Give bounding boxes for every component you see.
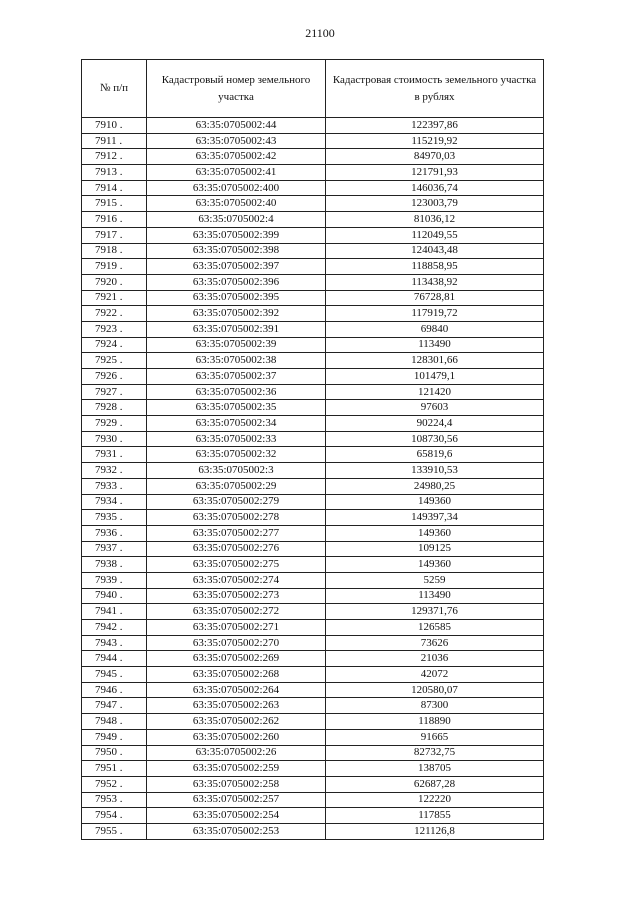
table-row [82,698,544,714]
cadastral-value-cell: 81036,12 [326,212,544,228]
table-row [82,745,544,761]
row-number-cell: 7929 . [82,416,147,432]
table-row [82,243,544,259]
row-number-cell: 7924 . [82,337,147,353]
cadastral-value-cell: 120580,07 [326,682,544,698]
header-cadastral-value: Кадастровая стоимость земельного участка в рублях [326,60,544,118]
cadastral-value-cell: 65819,6 [326,447,544,463]
cadastral-value-cell: 84970,03 [326,149,544,165]
cadastral-number-cell: 63:35:0705002:392 [147,306,326,322]
table-row [82,667,544,683]
cadastral-number-cell: 63:35:0705002:41 [147,165,326,181]
cadastral-value-cell: 82732,75 [326,745,544,761]
cadastral-number-cell: 63:35:0705002:34 [147,416,326,432]
cadastral-number-cell: 63:35:0705002:269 [147,651,326,667]
cadastral-value-cell: 118858,95 [326,259,544,275]
row-number-cell: 7945 . [82,667,147,683]
table-row [82,353,544,369]
cadastral-number-cell: 63:35:0705002:276 [147,541,326,557]
cadastral-number-cell: 63:35:0705002:37 [147,369,326,385]
cadastral-value-cell: 133910,53 [326,463,544,479]
row-number-cell: 7915 . [82,196,147,212]
cadastral-number-cell: 63:35:0705002:258 [147,776,326,792]
row-number-cell: 7954 . [82,808,147,824]
row-number-cell: 7955 . [82,823,147,839]
cadastral-value-cell: 149360 [326,494,544,510]
table-row [82,682,544,698]
cadastral-number-cell: 63:35:0705002:264 [147,682,326,698]
table-row [82,212,544,228]
row-number-cell: 7918 . [82,243,147,259]
table-row [82,776,544,792]
table-row [82,557,544,573]
row-number-cell: 7950 . [82,745,147,761]
table-row [82,588,544,604]
row-number-cell: 7914 . [82,180,147,196]
cadastral-value-cell: 117919,72 [326,306,544,322]
row-number-cell: 7921 . [82,290,147,306]
cadastral-value-cell: 62687,28 [326,776,544,792]
cadastral-number-cell: 63:35:0705002:275 [147,557,326,573]
page-number: 21100 [305,26,335,40]
table-row [82,620,544,636]
cadastral-value-cell: 123003,79 [326,196,544,212]
row-number-cell: 7920 . [82,274,147,290]
table-row [82,400,544,416]
cadastral-number-cell: 63:35:0705002:260 [147,729,326,745]
row-number-cell: 7911 . [82,133,147,149]
cadastral-value-cell: 118890 [326,714,544,730]
cadastral-value-cell: 24980,25 [326,478,544,494]
table-row [82,714,544,730]
table-row [82,259,544,275]
table-row [82,761,544,777]
row-number-cell: 7942 . [82,620,147,636]
cadastral-number-cell: 63:35:0705002:40 [147,196,326,212]
table-row [82,525,544,541]
cadastral-number-cell: 63:35:0705002:268 [147,667,326,683]
table-header-row [82,60,544,118]
cadastral-value-cell: 149397,34 [326,510,544,526]
row-number-cell: 7941 . [82,604,147,620]
cadastral-number-cell: 63:35:0705002:259 [147,761,326,777]
table-row [82,337,544,353]
table-row [82,792,544,808]
table-body [82,118,544,840]
cadastral-value-cell: 76728,81 [326,290,544,306]
cadastral-number-cell: 63:35:0705002:263 [147,698,326,714]
cadastral-value-cell: 126585 [326,620,544,636]
cadastral-value-cell: 128301,66 [326,353,544,369]
table-row [82,510,544,526]
cadastral-number-cell: 63:35:0705002:4 [147,212,326,228]
cadastral-value-cell: 108730,56 [326,431,544,447]
cadastral-value-cell: 122220 [326,792,544,808]
cadastral-number-cell: 63:35:0705002:39 [147,337,326,353]
cadastral-number-cell: 63:35:0705002:391 [147,321,326,337]
row-number-cell: 7946 . [82,682,147,698]
cadastral-value-cell: 42072 [326,667,544,683]
row-number-cell: 7948 . [82,714,147,730]
row-number-cell: 7947 . [82,698,147,714]
cadastral-number-cell: 63:35:0705002:274 [147,572,326,588]
row-number-cell: 7913 . [82,165,147,181]
cadastral-value-cell: 121420 [326,384,544,400]
table-row [82,572,544,588]
cadastral-value-cell: 113490 [326,588,544,604]
cadastral-number-cell: 63:35:0705002:33 [147,431,326,447]
cadastral-number-cell: 63:35:0705002:272 [147,604,326,620]
row-number-cell: 7916 . [82,212,147,228]
table-row [82,635,544,651]
cadastral-value-cell: 122397,86 [326,118,544,134]
cadastral-number-cell: 63:35:0705002:253 [147,823,326,839]
cadastral-number-cell: 63:35:0705002:3 [147,463,326,479]
row-number-cell: 7925 . [82,353,147,369]
cadastral-value-cell: 121126,8 [326,823,544,839]
cadastral-number-cell: 63:35:0705002:277 [147,525,326,541]
row-number-cell: 7923 . [82,321,147,337]
cadastral-value-cell: 112049,55 [326,227,544,243]
table-row [82,369,544,385]
cadastral-value-table [81,59,544,840]
cadastral-value-cell: 129371,76 [326,604,544,620]
row-number-cell: 7912 . [82,149,147,165]
row-number-cell: 7951 . [82,761,147,777]
cadastral-number-cell: 63:35:0705002:38 [147,353,326,369]
row-number-cell: 7910 . [82,118,147,134]
table-row [82,180,544,196]
cadastral-value-cell: 101479,1 [326,369,544,385]
table-row [82,118,544,134]
row-number-cell: 7932 . [82,463,147,479]
cadastral-number-cell: 63:35:0705002:32 [147,447,326,463]
row-number-cell: 7944 . [82,651,147,667]
cadastral-number-cell: 63:35:0705002:278 [147,510,326,526]
row-number-cell: 7936 . [82,525,147,541]
cadastral-number-cell: 63:35:0705002:262 [147,714,326,730]
table-row [82,463,544,479]
row-number-cell: 7934 . [82,494,147,510]
row-number-cell: 7939 . [82,572,147,588]
cadastral-value-cell: 149360 [326,557,544,573]
row-number-cell: 7919 . [82,259,147,275]
row-number-cell: 7937 . [82,541,147,557]
cadastral-number-cell: 63:35:0705002:397 [147,259,326,275]
table-row [82,729,544,745]
row-number-cell: 7940 . [82,588,147,604]
cadastral-value-cell: 69840 [326,321,544,337]
cadastral-value-cell: 90224,4 [326,416,544,432]
table-row [82,651,544,667]
table-row [82,290,544,306]
row-number-cell: 7927 . [82,384,147,400]
cadastral-value-cell: 149360 [326,525,544,541]
cadastral-value-cell: 124043,48 [326,243,544,259]
cadastral-number-cell: 63:35:0705002:400 [147,180,326,196]
cadastral-number-cell: 63:35:0705002:43 [147,133,326,149]
cadastral-number-cell: 63:35:0705002:270 [147,635,326,651]
cadastral-value-cell: 113490 [326,337,544,353]
table-row [82,165,544,181]
cadastral-value-cell: 91665 [326,729,544,745]
table-row [82,227,544,243]
cadastral-number-cell: 63:35:0705002:36 [147,384,326,400]
cadastral-number-cell: 63:35:0705002:399 [147,227,326,243]
cadastral-value-cell: 146036,74 [326,180,544,196]
row-number-cell: 7952 . [82,776,147,792]
table-row [82,149,544,165]
cadastral-value-cell: 5259 [326,572,544,588]
row-number-cell: 7943 . [82,635,147,651]
cadastral-number-cell: 63:35:0705002:398 [147,243,326,259]
header-row-number: № п/п [82,60,147,118]
cadastral-value-cell: 117855 [326,808,544,824]
cadastral-value-cell: 97603 [326,400,544,416]
table-row [82,416,544,432]
cadastral-number-cell: 63:35:0705002:26 [147,745,326,761]
row-number-cell: 7928 . [82,400,147,416]
table-row [82,321,544,337]
header-cadastral-number: Кадастровый номер земельного участка [147,60,326,118]
table-row [82,133,544,149]
table-row [82,274,544,290]
table-row [82,384,544,400]
table-row [82,823,544,839]
cadastral-value-cell: 113438,92 [326,274,544,290]
cadastral-number-cell: 63:35:0705002:254 [147,808,326,824]
row-number-cell: 7953 . [82,792,147,808]
cadastral-value-cell: 115219,92 [326,133,544,149]
table-row [82,604,544,620]
cadastral-value-cell: 73626 [326,635,544,651]
cadastral-number-cell: 63:35:0705002:396 [147,274,326,290]
table-row [82,306,544,322]
cadastral-value-cell: 138705 [326,761,544,777]
cadastral-number-cell: 63:35:0705002:395 [147,290,326,306]
cadastral-number-cell: 63:35:0705002:279 [147,494,326,510]
row-number-cell: 7931 . [82,447,147,463]
row-number-cell: 7949 . [82,729,147,745]
cadastral-value-cell: 87300 [326,698,544,714]
cadastral-value-cell: 21036 [326,651,544,667]
cadastral-value-cell: 121791,93 [326,165,544,181]
table-row [82,196,544,212]
table-row [82,541,544,557]
row-number-cell: 7926 . [82,369,147,385]
cadastral-value-cell: 109125 [326,541,544,557]
cadastral-number-cell: 63:35:0705002:273 [147,588,326,604]
row-number-cell: 7930 . [82,431,147,447]
cadastral-number-cell: 63:35:0705002:35 [147,400,326,416]
row-number-cell: 7933 . [82,478,147,494]
cadastral-number-cell: 63:35:0705002:257 [147,792,326,808]
table-row [82,431,544,447]
cadastral-number-cell: 63:35:0705002:42 [147,149,326,165]
table-row [82,478,544,494]
row-number-cell: 7917 . [82,227,147,243]
row-number-cell: 7935 . [82,510,147,526]
table-row [82,808,544,824]
cadastral-number-cell: 63:35:0705002:271 [147,620,326,636]
row-number-cell: 7938 . [82,557,147,573]
cadastral-number-cell: 63:35:0705002:29 [147,478,326,494]
row-number-cell: 7922 . [82,306,147,322]
cadastral-number-cell: 63:35:0705002:44 [147,118,326,134]
table-row [82,494,544,510]
table-row [82,447,544,463]
